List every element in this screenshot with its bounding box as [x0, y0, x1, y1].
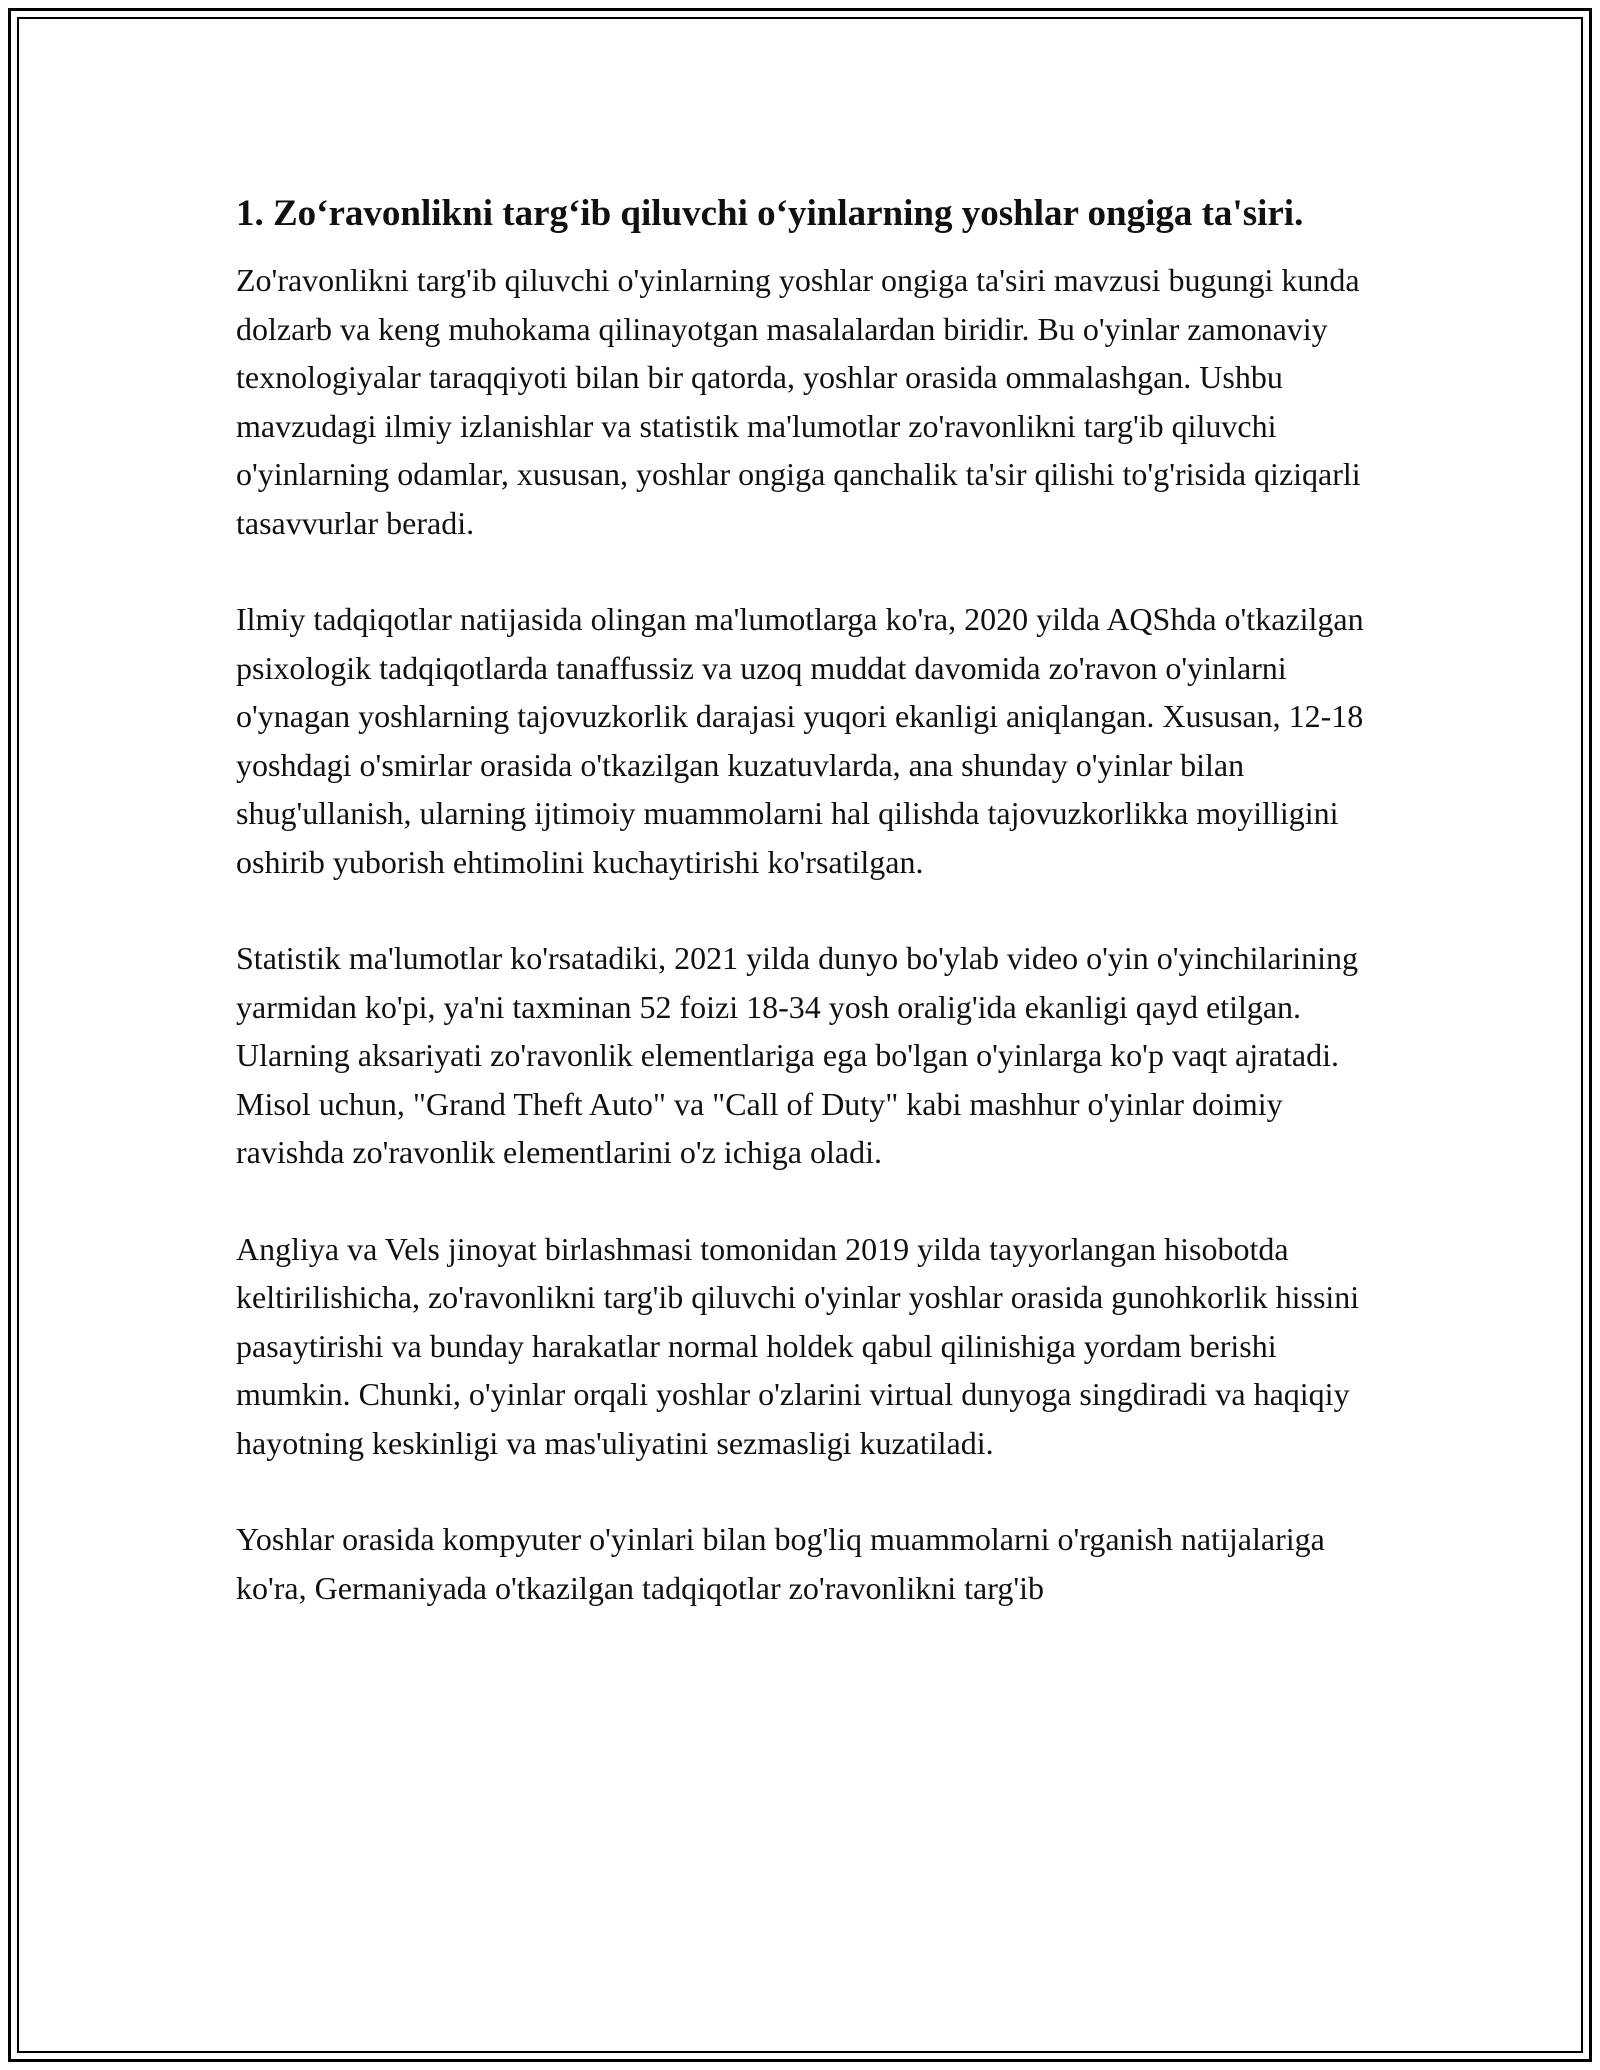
paragraph-1: Zo'ravonlikni targ'ib qiluvchi o'yinlarning yoshlar ongiga ta'siri mavzusi bugungi kunda dolzarb va keng muhokama qilinayotgan masalalardan biridir. Bu o'yinlar zamonaviy texnologiyalar taraqqiyoti bilan bir qatorda, yoshlar orasida ommalashgan. Ushbu mavzudagi ilmiy izlanishlar va statistik ma'lumotlar zo'ravonlikni targ'ib qiluvchi o'yinlarning odamlar, xususan, yoshlar ongiga qanchalik ta'sir qilishi to'g'risida qiziqarli tasavvurlar beradi. — [236, 262, 1361, 541]
section-heading: 1. Zo‘ravonlikni targ‘ib qiluvchi o‘yinlarning yoshlar ongiga ta'siri. — [236, 193, 1304, 234]
document-body — [236, 188, 1366, 1660]
paragraph-5: Yoshlar orasida kompyuter o'yinlari bilan bog'liq muammolarni o'rganish natijalariga ko'ra, Germaniyada o'tkazilgan tadqiqotlar zo'ravonlikni targ'ib — [236, 1521, 1325, 1606]
paragraph-3: Statistik ma'lumotlar ko'rsatadiki, 2021 yilda dunyo bo'ylab video o'yin o'yinchilarining yarmidan ko'pi, ya'ni taxminan 52 foizi 18-34 yosh oralig'ida ekanligi qayd etilgan. Ularning aksariyati zo'ravonlik elementlariga ega bo'lgan o'yinlarga ko'p vaqt ajratadi. Misol uchun, "Grand Theft Auto" va "Call of Duty" kabi mashhur o'yinlar doimiy ravishda zo'ravonlik elementlarini o'z ichiga oladi. — [236, 940, 1359, 1170]
paragraph-4: Angliya va Vels jinoyat birlashmasi tomonidan 2019 yilda tayyorlangan hisobotda keltirilishicha, zo'ravonlikni targ'ib qiluvchi o'yinlar yoshlar orasida gunohkorlik hissini pasaytirishi va bunday harakatlar normal holdek qabul qilinishiga yordam berishi mumkin. Chunki, o'yinlar orqali yoshlar o'zlarini virtual dunyoga singdiradi va haqiqiy hayotning keskinligi va mas'uliyatini sezmasligi kuzatiladi. — [236, 1230, 1360, 1461]
paragraph-2: Ilmiy tadqiqotlar natijasida olingan ma'lumotlarga ko'ra, 2020 yilda AQShda o'tkazilgan psixologik tadqiqotlarda tanaffussiz va uzoq muddat davomida zo'ravon o'yinlarni o'ynagan yoshlarning tajovuzkorlik darajasi yuqori ekanligi aniqlangan. Xususan, 12-18 yoshdagi o'smirlar orasida o'tkazilgan kuzatuvlarda, ana shunday o'yinlar bilan shug'ullanish, ularning ijtimoiy muammolarni hal qilishda tajovuzkorlikka moyilligini oshirib yuborish ehtimolini kuchaytirishi ko'rsatilgan. — [236, 601, 1364, 880]
